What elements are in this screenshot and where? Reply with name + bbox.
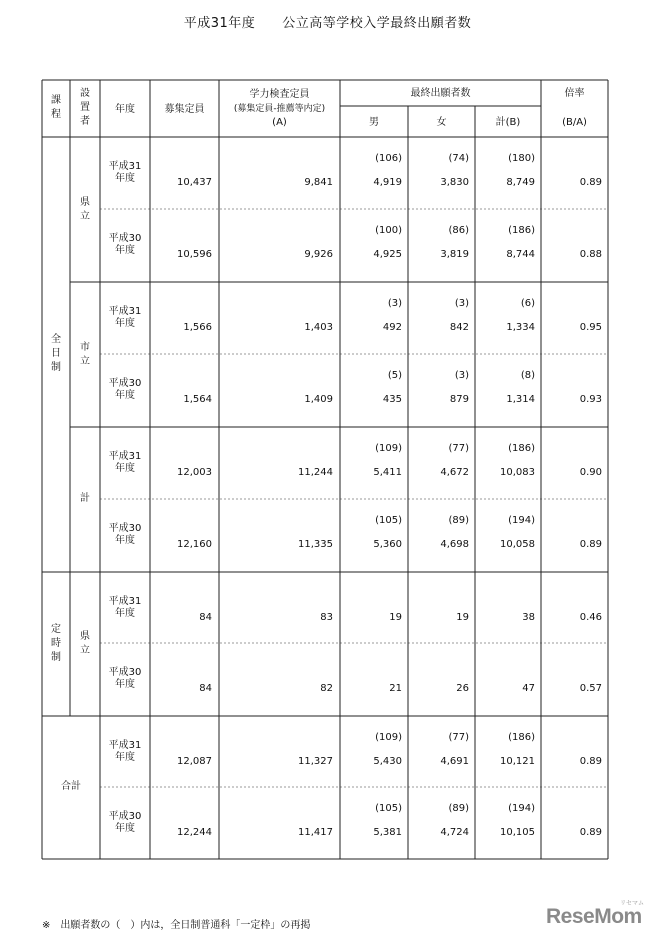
cell-male: 4,925 [373, 249, 402, 260]
header-ratio-sub: (B/A) [562, 117, 587, 128]
header-exam-2: (募集定員-推薦等内定) [233, 104, 326, 114]
cell-recruit: 1,564 [183, 394, 212, 405]
header-exam-1: 学力検査定員 [249, 89, 310, 100]
cell-exam: 11,327 [298, 756, 333, 767]
header-year: 年度 [115, 104, 135, 115]
cell-female-fixed: (3) [454, 298, 469, 309]
cell-male-fixed: (109) [375, 732, 402, 743]
header-course: 課程 [51, 95, 61, 120]
year-label: 平成31 [108, 306, 142, 317]
cell-male-fixed: (3) [387, 298, 402, 309]
cell-recruit: 10,596 [177, 249, 212, 260]
cell-recruit: 10,437 [177, 177, 212, 188]
cell-female: 879 [449, 394, 469, 405]
cell-total-fixed: (6) [520, 298, 535, 309]
founder-parttime-pref: 県立 [80, 631, 90, 656]
cell-male: 435 [382, 394, 402, 405]
cell-recruit: 12,160 [177, 539, 212, 550]
footnote: ※ 出願者数の（ ）内は，全日制普通科「一定枠」の再掲 [42, 920, 311, 931]
cell-male: 4,919 [373, 177, 402, 188]
header-founder: 設置者 [80, 88, 90, 127]
cell-ratio: 0.89 [579, 756, 602, 767]
year-label: 平成31 [108, 451, 142, 462]
cell-total: 10,083 [500, 467, 535, 478]
founder-prefectural: 県立 [80, 197, 90, 222]
cell-total-fixed: (186) [508, 225, 535, 236]
cell-recruit: 12,244 [177, 827, 212, 838]
cell-total: 8,749 [506, 177, 535, 188]
year-label: 平成30 [108, 811, 142, 822]
cell-male: 21 [389, 683, 402, 694]
cell-female-fixed: (89) [448, 803, 469, 814]
cell-ratio: 0.89 [579, 827, 602, 838]
cell-exam: 9,926 [304, 249, 333, 260]
year-label: 年度 [115, 608, 135, 619]
cell-total-fixed: (8) [520, 370, 535, 381]
year-label: 平成31 [108, 161, 142, 172]
cell-exam: 1,403 [304, 322, 333, 333]
header-exam-3: (A) [272, 117, 287, 128]
cell-female: 4,691 [440, 756, 469, 767]
course-grand-total: 合計 [61, 781, 81, 792]
cell-recruit: 12,003 [177, 467, 212, 478]
cell-ratio: 0.88 [579, 249, 602, 260]
year-label: 年度 [115, 318, 135, 329]
year-label: 平成31 [108, 740, 142, 751]
year-label: 平成30 [108, 378, 142, 389]
cell-total-fixed: (180) [508, 153, 535, 164]
cell-male: 19 [389, 612, 402, 623]
header-recruit: 募集定員 [164, 104, 205, 115]
cell-total: 1,334 [506, 322, 535, 333]
resemom-logo-sub: リセマム [620, 900, 644, 907]
cell-female: 842 [449, 322, 469, 333]
year-label: 年度 [115, 679, 135, 690]
cell-total-fixed: (186) [508, 443, 535, 454]
cell-female-fixed: (3) [454, 370, 469, 381]
cell-female-fixed: (77) [448, 732, 469, 743]
cell-male-fixed: (106) [375, 153, 402, 164]
cell-male: 5,381 [373, 827, 402, 838]
cell-female: 4,698 [440, 539, 469, 550]
cell-female: 3,830 [440, 177, 469, 188]
course-parttime: 定時制 [51, 624, 61, 663]
year-label: 平成31 [108, 596, 142, 607]
cell-female: 4,672 [440, 467, 469, 478]
cell-ratio: 0.57 [579, 683, 602, 694]
cell-ratio: 0.89 [579, 177, 602, 188]
founder-subtotal: 計 [80, 493, 90, 504]
cell-ratio: 0.90 [579, 467, 602, 478]
cell-exam: 11,244 [298, 467, 333, 478]
cell-ratio: 0.95 [579, 322, 602, 333]
year-label: 平成30 [108, 233, 142, 244]
cell-total: 10,058 [500, 539, 535, 550]
cell-total-fixed: (194) [508, 515, 535, 526]
cell-recruit: 12,087 [177, 756, 212, 767]
cell-recruit: 84 [199, 683, 212, 694]
cell-total: 10,121 [500, 756, 535, 767]
page-title: 平成31年度 公立高等学校入学最終出願者数 [183, 16, 472, 31]
cell-male-fixed: (109) [375, 443, 402, 454]
cell-exam: 11,417 [298, 827, 333, 838]
cell-male: 5,411 [373, 467, 402, 478]
cell-exam: 9,841 [304, 177, 333, 188]
year-label: 年度 [115, 823, 135, 834]
year-label: 平成30 [108, 667, 142, 678]
header-applicants: 最終出願者数 [410, 88, 471, 99]
cell-female: 3,819 [440, 249, 469, 260]
cell-ratio: 0.93 [579, 394, 602, 405]
cell-exam: 1,409 [304, 394, 333, 405]
cell-total: 38 [522, 612, 535, 623]
cell-male-fixed: (105) [375, 803, 402, 814]
resemom-logo: ReseMom [546, 905, 642, 928]
year-label: 年度 [115, 390, 135, 401]
year-label: 年度 [115, 173, 135, 184]
header-ratio: 倍率 [564, 88, 585, 99]
year-label: 年度 [115, 752, 135, 763]
year-label: 年度 [115, 535, 135, 546]
year-label: 平成30 [108, 523, 142, 534]
cell-female: 4,724 [440, 827, 469, 838]
year-label: 年度 [115, 245, 135, 256]
cell-male: 5,360 [373, 539, 402, 550]
cell-exam: 11,335 [298, 539, 333, 550]
cell-male-fixed: (105) [375, 515, 402, 526]
year-label: 年度 [115, 463, 135, 474]
cell-total: 8,744 [506, 249, 535, 260]
cell-female-fixed: (74) [448, 153, 469, 164]
cell-male-fixed: (100) [375, 225, 402, 236]
cell-recruit: 84 [199, 612, 212, 623]
header-male: 男 [369, 117, 379, 128]
cell-male: 5,430 [373, 756, 402, 767]
cell-total-fixed: (194) [508, 803, 535, 814]
cell-recruit: 1,566 [183, 322, 212, 333]
cell-total: 1,314 [506, 394, 535, 405]
cell-female-fixed: (89) [448, 515, 469, 526]
cell-exam: 82 [320, 683, 333, 694]
course-fulltime: 全日制 [51, 334, 61, 373]
cell-female-fixed: (86) [448, 225, 469, 236]
cell-female: 19 [456, 612, 469, 623]
cell-female: 26 [456, 683, 469, 694]
cell-ratio: 0.89 [579, 539, 602, 550]
cell-male: 492 [382, 322, 402, 333]
cell-female-fixed: (77) [448, 443, 469, 454]
cell-total-fixed: (186) [508, 732, 535, 743]
founder-municipal: 市立 [80, 342, 90, 367]
header-total: 計(B) [495, 117, 521, 128]
cell-total: 10,105 [500, 827, 535, 838]
cell-ratio: 0.46 [579, 612, 602, 623]
cell-male-fixed: (5) [387, 370, 402, 381]
cell-total: 47 [522, 683, 535, 694]
header-female: 女 [436, 117, 447, 128]
cell-exam: 83 [320, 612, 333, 623]
